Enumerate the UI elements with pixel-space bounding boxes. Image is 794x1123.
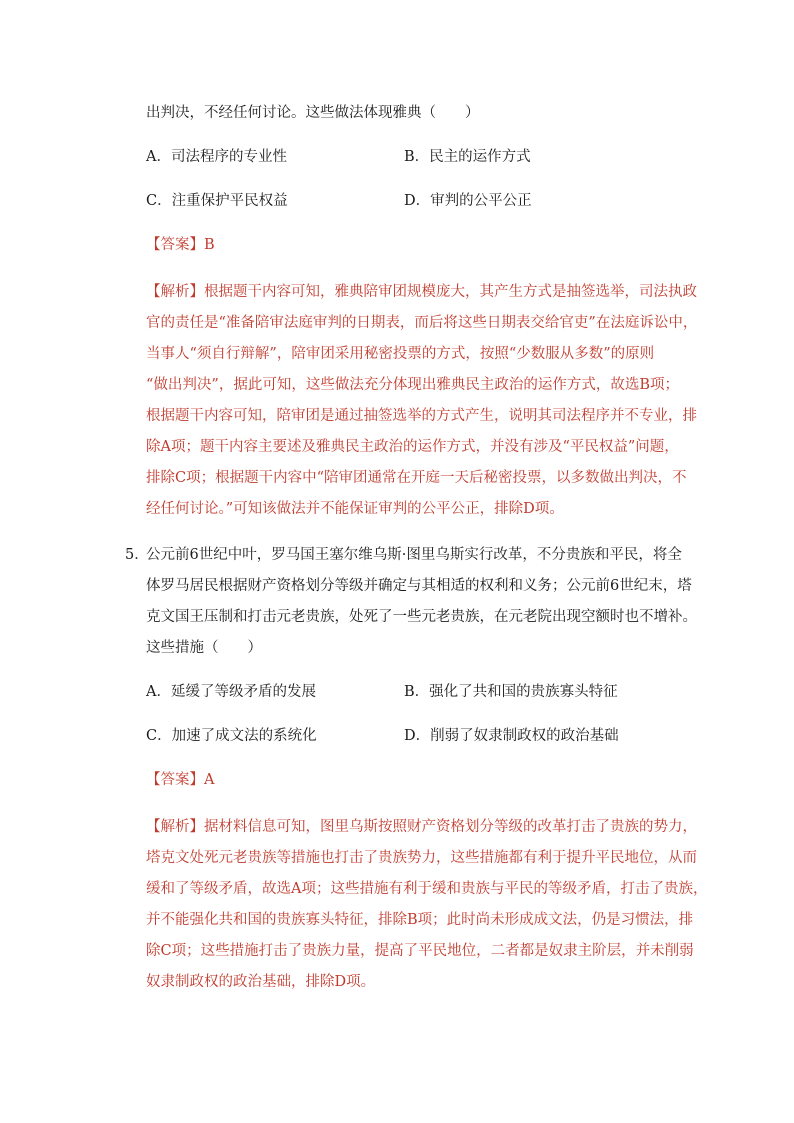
q5-option-a <box>146 682 316 702</box>
option-label: B． <box>404 149 430 165</box>
option-label: D． <box>404 728 431 744</box>
q4-analysis-line-5: 根据题干内容可知，陪审团是通过抽签选举的方式产生，说明其司法程序并不专业，排 <box>146 408 697 424</box>
q4-analysis-line-4: “做出判决”，据此可知，这些做法充分体现出雅典民主政治的运作方式，故选B项； <box>146 377 679 393</box>
option-text: 民主的运作方式 <box>429 149 531 165</box>
option-label: D． <box>404 193 431 209</box>
q5-option-c <box>146 726 317 746</box>
option-label: A． <box>146 149 171 165</box>
q5-analysis-line-2: 塔克文处死元老贵族等措施也打击了贵族势力，这些措施都有利于提升平民地位，从而 <box>146 850 697 866</box>
answer-label: 【答案】 <box>146 237 204 253</box>
q4-analysis-line-7: 排除C项；根据题干内容中“陪审团通常在开庭一天后秘密投票，以多数做出判决，不 <box>146 470 687 486</box>
answer-label: 【答案】 <box>146 772 204 788</box>
option-text: 强化了共和国的贵族寡头特征 <box>429 684 618 700</box>
q5-answer <box>146 770 214 790</box>
q5-stem-line-1: 公元前6世纪中叶，罗马国王塞尔维乌斯·图里乌斯实行改革，不分贵族和平民，将全 <box>146 547 682 563</box>
q4-option-b <box>404 147 531 167</box>
analysis-label: 【解析】 <box>146 819 204 835</box>
q4-answer <box>146 235 215 255</box>
q5-stem-line-4: 这些措施（ ） <box>146 640 262 656</box>
q5-analysis-line-1: 【解析】据材料信息可知，图里乌斯按照财产资格划分等级的改革打击了贵族的势力， <box>146 819 697 835</box>
q5-number: 5． <box>125 547 149 563</box>
q5-stem-line-3: 克文国王压制和打击元老贵族，处死了一些元老贵族，在元老院出现空额时也不增补。 <box>146 609 697 625</box>
q4-stem-tail: 出判决，不经任何讨论。这些做法体现雅典（ ） <box>146 105 480 121</box>
option-text: 削弱了奴隶制政权的政治基础 <box>430 728 619 744</box>
q5-analysis-line-5: 除C项；这些措施打击了贵族力量，提高了平民地位，二者都是奴隶主阶层，并未削弱 <box>146 943 694 959</box>
q4-option-d <box>404 191 532 211</box>
q4-analysis-line-8: 经任何讨论。”可知该做法并不能保证审判的公平公正，排除D项。 <box>146 501 564 517</box>
q5-analysis-line-3: 缓和了等级矛盾，故选A项；这些措施有利于缓和贵族与平民的等级矛盾，打击了贵族， <box>146 881 708 897</box>
q5-stem-line-2: 体罗马居民根据财产资格划分等级并确定与其相适的权利和义务；公元前6世纪末，塔 <box>146 578 692 594</box>
option-label: A． <box>146 684 171 700</box>
option-label: C． <box>146 728 172 744</box>
q4-option-a <box>146 147 287 167</box>
analysis-label: 【解析】 <box>146 284 204 300</box>
q4-analysis-line-6: 除A项；题干内容主要述及雅典民主政治的运作方式，并没有涉及“平民权益”问题， <box>146 439 679 455</box>
q5-analysis-line-4: 并不能强化共和国的贵族寡头特征，排除B项；此时尚未形成成文法，仍是习惯法，排 <box>146 912 694 928</box>
option-text: 审判的公平公正 <box>430 193 532 209</box>
q4-analysis-line-3: 当事人“须自行辩解”，陪审团采用秘密投票的方式，按照“少数服从多数”的原则 <box>146 346 655 362</box>
option-text: 注重保护平民权益 <box>171 193 288 209</box>
q4-option-c <box>146 191 288 211</box>
option-text: 加速了成文法的系统化 <box>171 728 317 744</box>
option-label: C． <box>146 193 172 209</box>
q5-analysis-line-6: 奴隶制政权的政治基础，排除D项。 <box>146 974 376 990</box>
answer-value: A <box>204 772 215 788</box>
option-text: 司法程序的专业性 <box>170 149 287 165</box>
option-label: B． <box>404 684 430 700</box>
answer-value: B <box>204 237 215 253</box>
q5-option-d <box>404 726 619 746</box>
q4-analysis-line-1: 【解析】根据题干内容可知，雅典陪审团规模庞大，其产生方式是抽签选举，司法执政 <box>146 284 697 300</box>
q4-analysis-line-2: 官的责任是“准备陪审法庭审判的日期表，而后将这些日期表交给官吏”在法庭诉讼中， <box>146 315 698 331</box>
q5-option-b <box>404 682 618 702</box>
option-text: 延缓了等级矛盾的发展 <box>170 684 316 700</box>
